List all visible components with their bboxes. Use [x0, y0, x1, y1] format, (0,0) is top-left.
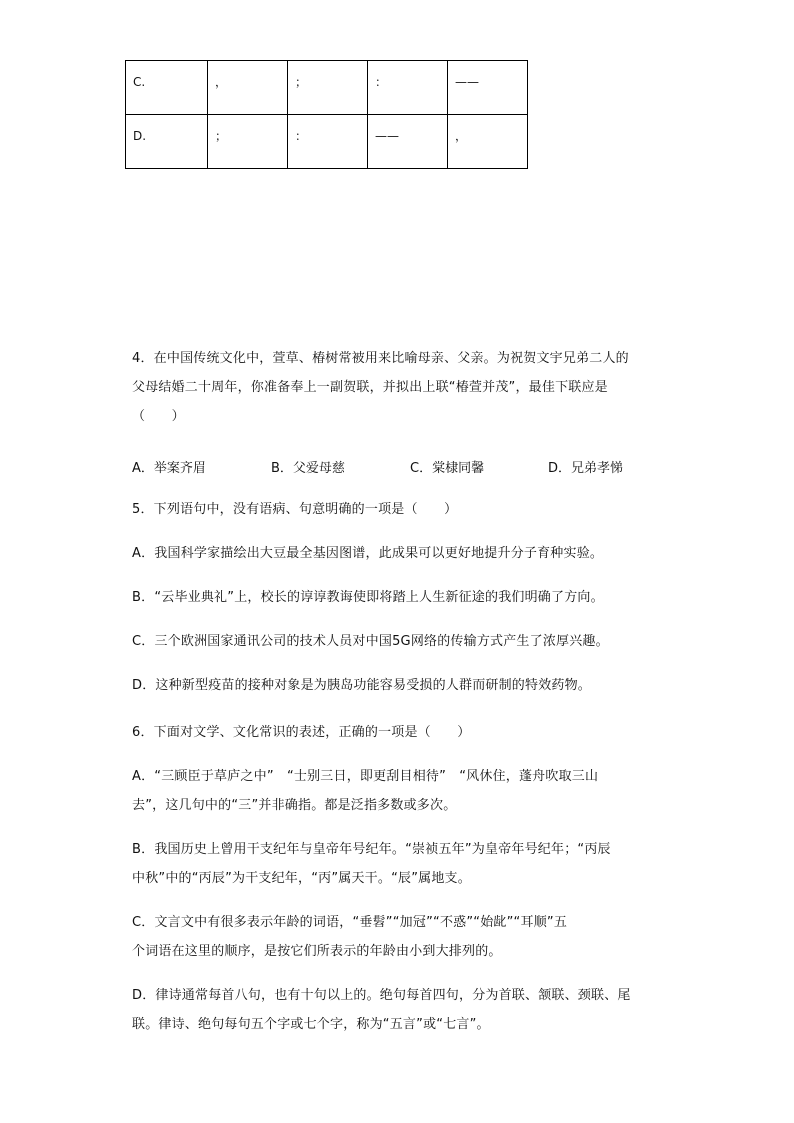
table-cell — [288, 115, 368, 169]
table-cell — [368, 115, 448, 169]
option-d-line: D．律诗通常每首八句，也有十句以上的。绝句每首四句，分为首联、颔联、颈联、尾 — [132, 988, 631, 1003]
punctuation-mark: —— — [455, 74, 479, 89]
question-text-line: 4．在中国传统文化中，萱草、椿树常被用来比喻母亲、父亲。为祝贺文宇兄弟二人的 — [132, 351, 629, 366]
table-cell — [126, 115, 208, 169]
answer-options-table — [125, 60, 528, 169]
table-cell — [368, 61, 448, 115]
option-c: C．棠棣同馨 — [410, 461, 485, 476]
option-d-line: 联。律诗、绝句每句五个字或七个字，称为“五言”或“七言”。 — [132, 1017, 490, 1032]
punctuation-mark: ， — [455, 129, 468, 143]
option-c-line: C．文言文中有很多表示年龄的词语，“垂髫”“加冠”“不惑”“始龀”“耳顺”五 — [132, 915, 568, 930]
option-b-line: 中秋”中的“丙辰”为干支纪年，“丙”属天干。“辰”属地支。 — [132, 871, 471, 886]
table-cell — [448, 115, 528, 169]
option-a: A．举案齐眉 — [132, 461, 206, 476]
punctuation-mark: —— — [375, 128, 399, 143]
question-text-line: （ ） — [132, 409, 185, 424]
table-cell — [126, 61, 208, 115]
question-4-stem — [132, 344, 672, 431]
question-text-line: 父母结婚二十周年，你准备奉上一副贺联，并拟出上联“椿萱并茂”，最佳下联应是 — [132, 380, 608, 395]
row-label: C. — [133, 74, 146, 89]
table-row — [126, 61, 528, 115]
option-a: A．我国科学家描绘出大豆最全基因图谱，此成果可以更好地提升分子育种实验。 — [132, 546, 604, 561]
option-c-line: 个词语在这里的顺序，是按它们所表示的年龄由小到大排列的。 — [132, 944, 502, 959]
option-b: B．“云毕业典礼”上，校长的谆谆教诲使即将踏上人生新征途的我们明确了方向。 — [132, 590, 604, 605]
punctuation-mark: ， — [215, 75, 228, 89]
punctuation-mark: ： — [295, 129, 308, 143]
punctuation-mark: ； — [295, 75, 308, 89]
table-cell — [448, 61, 528, 115]
row-label: D. — [133, 128, 147, 143]
punctuation-mark: ； — [215, 129, 228, 143]
question-stem: 6．下面对文学、文化常识的表述，正确的一项是（ ） — [132, 725, 471, 740]
option-b: B．父爱母慈 — [271, 461, 345, 476]
option-a-line: A．“三顾臣于草庐之中” “士别三日，即更刮目相待” “风休住，蓬舟吹取三山 — [132, 769, 599, 784]
table-row — [126, 115, 528, 169]
option-c: C．三个欧洲国家通讯公司的技术人员对中国5G网络的传输方式产生了浓厚兴趣。 — [132, 634, 609, 649]
question-5 — [132, 495, 672, 700]
question-6 — [132, 718, 672, 1039]
option-d: D．兄弟孝悌 — [548, 461, 624, 476]
punctuation-mark: ： — [375, 75, 388, 89]
table-cell — [288, 61, 368, 115]
option-b-line: B．我国历史上曾用干支纪年与皇帝年号纪年。“崇祯五年”为皇帝年号纪年；“丙辰 — [132, 842, 611, 857]
option-a-line: 去”，这几句中的“三”并非确指。都是泛指多数或多次。 — [132, 798, 457, 813]
option-d: D．这种新型疫苗的接种对象是为胰岛功能容易受损的人群而研制的特效药物。 — [132, 678, 592, 693]
question-stem: 5．下列语句中，没有语病、句意明确的一项是（ ） — [132, 502, 458, 517]
table-cell — [208, 61, 288, 115]
table-cell — [208, 115, 288, 169]
